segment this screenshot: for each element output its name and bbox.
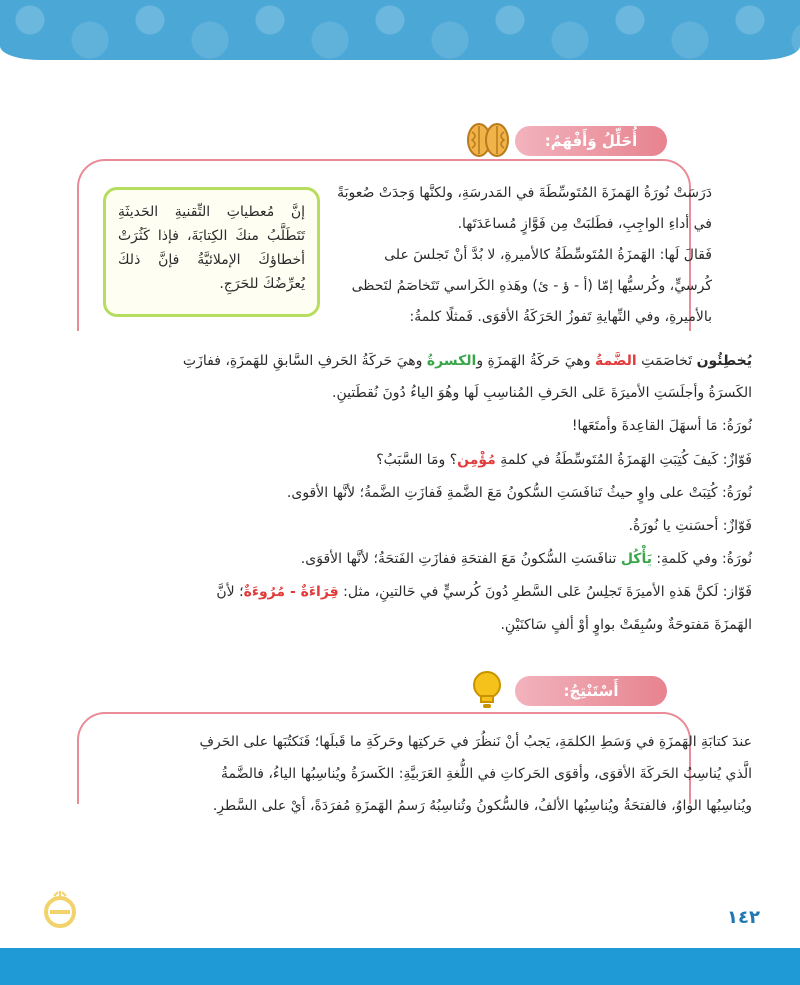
publisher-logo-icon <box>40 890 80 930</box>
body-text: ؟ ومَا السَّبَبُ؟ <box>376 452 458 468</box>
conclusion-line: عندَ كتابَةِ الهَمزَةِ في وَسَطِ الكلمَةِ، يَجبُ أنْ نَنظُرَ في حَركتِها وحَركَةِ ما قَبلَها؛ فَنَكتُبَها على الحَرفِ <box>199 734 752 750</box>
example-word-mumin: مُؤْمِن <box>457 452 496 468</box>
section-frame-conclude <box>77 712 691 804</box>
bottom-banner <box>0 948 800 985</box>
note-box <box>103 187 320 317</box>
body-line: دَرَسَتْ نُورَةُ الهَمزَةَ المُتَوسِّطَةَ في المَدرسَةِ، ولكنَّها وَجدَتْ صُعوبَةً <box>337 185 712 201</box>
body-text: وهيَ حَركَةُ الحَرفِ السَّابقِ للهَمزَةِ، ففازَتِ <box>182 353 427 369</box>
top-banner <box>0 0 800 60</box>
body-text: فَوّاز: لَكنَّ هَذهِ الأميرَةَ تَجلِسُ عَلى السَّطرِ دُونَ كُرسيٍّ في حَالتينِ، مثل: <box>338 584 752 600</box>
body-line: الهَمزَةَ مَفتوحَةٌ وسُبِقَتْ بواوٍ أوْ ألفٍ سَاكنَيْنِ. <box>500 617 752 633</box>
section-title-conclude: أَسْتَنْتِجُ: <box>515 676 667 706</box>
body-line: نُورَةُ: كُتِبَتْ على واوٍ حيثُ تَنافَسَتِ السُّكونُ مَعَ الضَّمةِ فَفازَتِ الضَّمةُ؛ لأنَّها الأقوى. <box>286 485 752 501</box>
example-word: يُخطِئُون <box>696 353 752 369</box>
body-text: تَخاصَمَتِ <box>636 353 697 369</box>
conclusion-line: ويُناسِبُها الواوُ، فالفتحَةُ ويُناسِبُها الألفُ، فالسُّكونُ وتُناسِبُهُ رَسمُ الهَمزَةِ مُفرَدَةً، أيْ على السَّطرِ. <box>212 798 752 814</box>
body-text: وهيَ حَركَةُ الهَمزَةِ و <box>476 353 595 369</box>
body-line <box>216 584 752 600</box>
body-text: تنافَسَتِ السُّكونُ مَعَ الفتحَةِ ففازَتِ الفَتحَةُ؛ لأنَّها الأقوَى. <box>300 551 621 567</box>
body-line <box>376 452 752 468</box>
body-line <box>301 551 752 567</box>
body-line <box>183 353 752 369</box>
section-title-analyze: أُحَلِّلُ وَأَفْهَمُ: <box>515 126 667 156</box>
page-number: ١٤٢ <box>727 907 760 928</box>
highlight-damma: الضَّمةُ <box>595 353 637 369</box>
body-line: نُورَةُ: مَا أسهَلَ القاعِدةَ وأمتَعَها! <box>571 418 752 434</box>
body-text: نُورَةُ: وفي كَلمةِ: <box>651 551 752 567</box>
body-text: فَوّازٌ: كَيفَ كُتِبَتِ الهَمزَةُ المُتَوسِّطَةُ في كلمةِ <box>495 452 752 468</box>
body-line: في أداءِ الواجِبِ، فطَلبَتْ مِن فَوَّازٍ مُساعَدَتَها. <box>457 216 712 232</box>
body-line: كُرسيٍّ، وكُرسيُّها إمّا (أ - ؤ - ئ) وهَذهِ الكَراسي تَتَخاصَمُ لتَحظى <box>351 278 712 294</box>
brain-icon <box>466 120 510 160</box>
body-line: فَوّازٌ: أحسَنتِ يا نُورَةُ. <box>628 518 752 534</box>
highlight-kasra: الكسرةُ <box>426 353 477 369</box>
conclusion-line: الَّذي يُناسِبُ الحَركَةَ الأقوَى، وأقوَى الحَركاتِ في اللُّغةِ العَرَبيَّةِ: الكَسرَةُ ويُناسِبُها الياءُ، فالضَّمةُ <box>220 766 752 782</box>
example-words-qiraa-muruaa: قِرَاءَةٌ - مُرُوءَةٌ <box>243 584 339 600</box>
idea-bulb-icon <box>470 670 504 712</box>
example-word-yakul: يَأْكُل <box>620 551 652 567</box>
banner-pattern <box>0 0 800 60</box>
body-line: فَقالَ لَها: الهَمزَةُ المُتَوسِّطَةُ كالأميرةِ، لا بُدَّ أنْ تَجلسَ على <box>384 247 712 263</box>
body-line: بالأميرةِ، وفي النِّهايةِ تَفوزُ الحَرَكَةُ الأقوَى. فَمثلًا كلمةُ: <box>409 309 712 325</box>
body-text: ؛ لأنَّ <box>216 584 244 600</box>
note-text: إنَّ مُعطياتِ التِّقنيةِ الحَديثَةِ تَتَطَلَّبُ منكَ الكِتابَةَ، فإذا كَثُرَتْ أخطاؤكَ الإملائيَّةُ فإنَّ ذلكَ يُعرِّضُكَ للحَرَجِ. <box>118 204 305 292</box>
body-line: الكَسرَةُ وأجلَسَتِ الأميرَةَ عَلى الحَرفِ المُناسِبِ لَها وهُوَ الياءُ دُونَ نُقطَتينِ. <box>332 385 752 401</box>
